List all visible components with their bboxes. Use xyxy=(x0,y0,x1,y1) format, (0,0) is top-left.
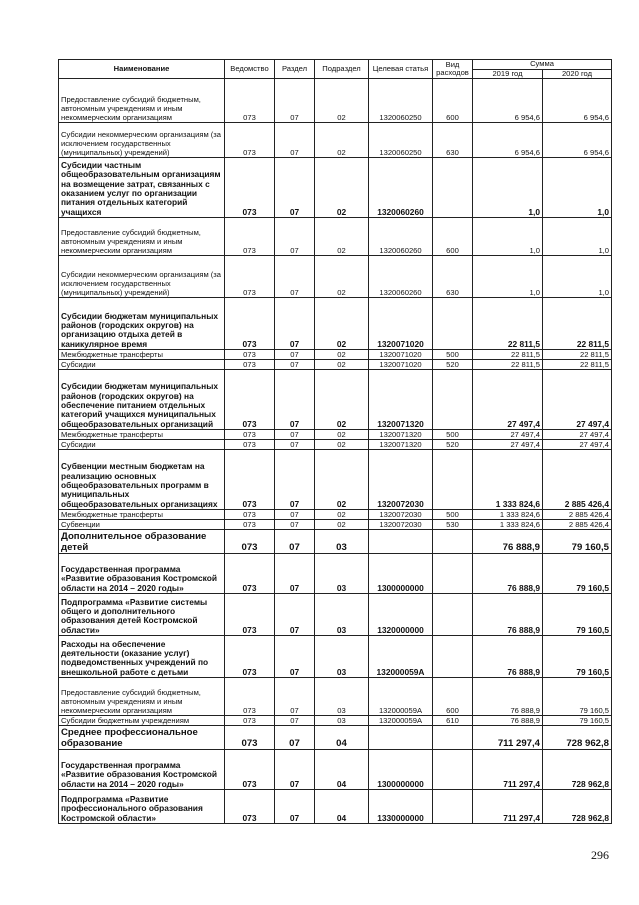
page-number: 296 xyxy=(591,848,609,862)
table-row xyxy=(59,158,612,218)
row-sum-2019: 27 497,4 xyxy=(473,370,543,430)
row-sum-2019: 76 888,9 xyxy=(473,530,543,554)
table-row xyxy=(59,360,612,370)
row-section: 07 xyxy=(275,123,315,158)
row-subsection: 03 xyxy=(315,678,369,716)
table-row xyxy=(59,520,612,530)
row-subsection: 03 xyxy=(315,530,369,554)
row-section: 07 xyxy=(275,218,315,256)
row-target: 132000059А xyxy=(369,678,433,716)
row-dept: 073 xyxy=(225,520,275,530)
row-section: 07 xyxy=(275,350,315,360)
row-sum-2020: 79 160,5 xyxy=(543,594,612,636)
row-type xyxy=(433,594,473,636)
row-target: 1320072030 xyxy=(369,520,433,530)
table-row xyxy=(59,123,612,158)
row-type: 520 xyxy=(433,360,473,370)
row-dept: 073 xyxy=(225,123,275,158)
row-sum-2019: 76 888,9 xyxy=(473,554,543,594)
row-target: 1320072030 xyxy=(369,450,433,510)
header-target: Целевая статья xyxy=(369,60,433,79)
row-name: Межбюджетные трансферты xyxy=(59,510,225,520)
row-section: 07 xyxy=(275,440,315,450)
row-dept: 073 xyxy=(225,450,275,510)
row-name: Субсидии некоммерческим организациям (за исключением государственных (муниципальных) учреждений) xyxy=(59,256,225,298)
row-sum-2020: 1,0 xyxy=(543,218,612,256)
row-sum-2020: 27 497,4 xyxy=(543,440,612,450)
row-sum-2019: 27 497,4 xyxy=(473,440,543,450)
row-sum-2019: 1,0 xyxy=(473,158,543,218)
row-target: 1320060260 xyxy=(369,218,433,256)
row-subsection: 04 xyxy=(315,750,369,790)
row-name: Субвенции xyxy=(59,520,225,530)
table-row xyxy=(59,790,612,824)
row-section: 07 xyxy=(275,716,315,726)
row-dept: 073 xyxy=(225,79,275,123)
table-row xyxy=(59,350,612,360)
row-sum-2020: 22 811,5 xyxy=(543,350,612,360)
row-sum-2019: 76 888,9 xyxy=(473,636,543,678)
table-row xyxy=(59,554,612,594)
row-name: Предоставление субсидий бюджетным, автономным учреждениям и иным некоммерческим организациям xyxy=(59,79,225,123)
row-name: Межбюджетные трансферты xyxy=(59,350,225,360)
row-sum-2019: 711 297,4 xyxy=(473,726,543,750)
header-dept: Ведомство xyxy=(225,60,275,79)
row-section: 07 xyxy=(275,790,315,824)
row-sum-2019: 1 333 824,6 xyxy=(473,510,543,520)
row-dept: 073 xyxy=(225,678,275,716)
row-section: 07 xyxy=(275,256,315,298)
row-name: Среднее профессиональное образование xyxy=(59,726,225,750)
row-target: 1320060250 xyxy=(369,123,433,158)
row-subsection: 03 xyxy=(315,716,369,726)
row-target: 1320071020 xyxy=(369,360,433,370)
row-type: 600 xyxy=(433,218,473,256)
row-sum-2019: 1,0 xyxy=(473,256,543,298)
row-name: Государственная программа «Развитие образования Костромской области на 2014 – 2020 годы» xyxy=(59,554,225,594)
table-row xyxy=(59,440,612,450)
row-name: Государственная программа «Развитие образования Костромской области на 2014 – 2020 годы» xyxy=(59,750,225,790)
row-dept: 073 xyxy=(225,530,275,554)
row-section: 07 xyxy=(275,450,315,510)
row-type: 600 xyxy=(433,79,473,123)
row-subsection: 02 xyxy=(315,510,369,520)
row-name: Расходы на обеспечение деятельности (оказание услуг) подведомственных учреждений по внешкольной работе с детьми xyxy=(59,636,225,678)
row-sum-2019: 76 888,9 xyxy=(473,594,543,636)
row-dept: 073 xyxy=(225,360,275,370)
row-target: 132000059А xyxy=(369,636,433,678)
row-target: 1300000000 xyxy=(369,750,433,790)
table-row xyxy=(59,298,612,350)
row-sum-2019: 22 811,5 xyxy=(473,360,543,370)
row-name: Подпрограмма «Развитие профессионального образования Костромской области» xyxy=(59,790,225,824)
row-target: 132000059А xyxy=(369,716,433,726)
row-subsection: 02 xyxy=(315,298,369,350)
row-subsection: 02 xyxy=(315,370,369,430)
row-target: 1330000000 xyxy=(369,790,433,824)
row-section: 07 xyxy=(275,530,315,554)
row-sum-2019: 711 297,4 xyxy=(473,750,543,790)
row-dept: 073 xyxy=(225,750,275,790)
header-sum: Сумма xyxy=(473,60,612,70)
row-target: 1300000000 xyxy=(369,554,433,594)
row-type: 530 xyxy=(433,520,473,530)
row-target: 1320000000 xyxy=(369,594,433,636)
row-sum-2020: 79 160,5 xyxy=(543,636,612,678)
row-subsection: 02 xyxy=(315,79,369,123)
row-sum-2020: 27 497,4 xyxy=(543,370,612,430)
table-row xyxy=(59,450,612,510)
row-dept: 073 xyxy=(225,430,275,440)
row-dept: 073 xyxy=(225,218,275,256)
row-name: Межбюджетные трансферты xyxy=(59,430,225,440)
row-sum-2020: 2 885 426,4 xyxy=(543,510,612,520)
row-dept: 073 xyxy=(225,594,275,636)
row-dept: 073 xyxy=(225,370,275,430)
row-subsection: 02 xyxy=(315,520,369,530)
row-section: 07 xyxy=(275,750,315,790)
row-section: 07 xyxy=(275,510,315,520)
row-dept: 073 xyxy=(225,256,275,298)
table-row xyxy=(59,79,612,123)
row-sum-2020: 22 811,5 xyxy=(543,298,612,350)
row-section: 07 xyxy=(275,554,315,594)
row-dept: 073 xyxy=(225,636,275,678)
row-section: 07 xyxy=(275,79,315,123)
row-sum-2019: 6 954,6 xyxy=(473,79,543,123)
row-type xyxy=(433,158,473,218)
row-subsection: 02 xyxy=(315,450,369,510)
row-sum-2020: 79 160,5 xyxy=(543,554,612,594)
row-sum-2020: 79 160,5 xyxy=(543,530,612,554)
header-subsection: Подраздел xyxy=(315,60,369,79)
table-row xyxy=(59,594,612,636)
header-2019: 2019 год xyxy=(473,69,543,79)
table-row xyxy=(59,256,612,298)
row-target: 1320071020 xyxy=(369,298,433,350)
row-type xyxy=(433,450,473,510)
row-subsection: 02 xyxy=(315,440,369,450)
row-sum-2019: 1 333 824,6 xyxy=(473,450,543,510)
row-type xyxy=(433,790,473,824)
row-sum-2019: 6 954,6 xyxy=(473,123,543,158)
row-section: 07 xyxy=(275,636,315,678)
row-subsection: 03 xyxy=(315,636,369,678)
row-subsection: 02 xyxy=(315,360,369,370)
row-name: Предоставление субсидий бюджетным, автономным учреждениям и иным некоммерческим организациям xyxy=(59,678,225,716)
table-row xyxy=(59,726,612,750)
row-sum-2019: 27 497,4 xyxy=(473,430,543,440)
row-dept: 073 xyxy=(225,298,275,350)
row-type: 630 xyxy=(433,123,473,158)
row-type: 610 xyxy=(433,716,473,726)
header-type: Вид расходов xyxy=(433,60,473,79)
row-type xyxy=(433,554,473,594)
row-section: 07 xyxy=(275,360,315,370)
row-sum-2020: 2 885 426,4 xyxy=(543,450,612,510)
row-name: Субвенции местным бюджетам на реализацию основных общеобразовательных программ в муниципальных общеобразовательных организациях xyxy=(59,450,225,510)
table-row xyxy=(59,750,612,790)
row-dept: 073 xyxy=(225,158,275,218)
row-section: 07 xyxy=(275,430,315,440)
row-name: Субсидии бюджетам муниципальных районов (городских округов) на организацию отдыха детей в каникулярное время xyxy=(59,298,225,350)
row-target: 1320071320 xyxy=(369,430,433,440)
row-sum-2020: 728 962,8 xyxy=(543,726,612,750)
row-sum-2020: 6 954,6 xyxy=(543,79,612,123)
row-target: 1320060260 xyxy=(369,256,433,298)
row-name: Субсидии бюджетам муниципальных районов (городских округов) на обеспечение питанием отдельных категорий учащихся муниципальных общеобразовательных организаций xyxy=(59,370,225,430)
row-sum-2019: 76 888,9 xyxy=(473,716,543,726)
row-sum-2019: 22 811,5 xyxy=(473,298,543,350)
row-sum-2020: 27 497,4 xyxy=(543,430,612,440)
table-row xyxy=(59,430,612,440)
row-target: 1320060260 xyxy=(369,158,433,218)
row-sum-2019: 1 333 824,6 xyxy=(473,520,543,530)
row-type: 500 xyxy=(433,510,473,520)
row-subsection: 02 xyxy=(315,256,369,298)
row-dept: 073 xyxy=(225,790,275,824)
row-type xyxy=(433,530,473,554)
row-type: 600 xyxy=(433,678,473,716)
row-type: 630 xyxy=(433,256,473,298)
row-target: 1320071020 xyxy=(369,350,433,360)
header-name: Наименование xyxy=(59,60,225,79)
table-row xyxy=(59,370,612,430)
row-name: Субсидии xyxy=(59,440,225,450)
row-name: Субсидии xyxy=(59,360,225,370)
row-name: Субсидии некоммерческим организациям (за исключением государственных (муниципальных) учреждений) xyxy=(59,123,225,158)
row-type xyxy=(433,750,473,790)
row-name: Дополнительное образование детей xyxy=(59,530,225,554)
row-target xyxy=(369,726,433,750)
row-target: 1320072030 xyxy=(369,510,433,520)
header-2020: 2020 год xyxy=(543,69,612,79)
table-row xyxy=(59,678,612,716)
row-subsection: 02 xyxy=(315,430,369,440)
row-section: 07 xyxy=(275,594,315,636)
row-dept: 073 xyxy=(225,350,275,360)
row-sum-2019: 76 888,9 xyxy=(473,678,543,716)
row-type xyxy=(433,370,473,430)
row-dept: 073 xyxy=(225,726,275,750)
row-target xyxy=(369,530,433,554)
table-row xyxy=(59,530,612,554)
row-sum-2019: 711 297,4 xyxy=(473,790,543,824)
row-sum-2020: 2 885 426,4 xyxy=(543,520,612,530)
row-section: 07 xyxy=(275,520,315,530)
row-subsection: 02 xyxy=(315,123,369,158)
table-row xyxy=(59,716,612,726)
row-subsection: 02 xyxy=(315,158,369,218)
row-section: 07 xyxy=(275,298,315,350)
row-dept: 073 xyxy=(225,554,275,594)
table-row xyxy=(59,510,612,520)
row-sum-2020: 79 160,5 xyxy=(543,678,612,716)
table-row xyxy=(59,218,612,256)
table-body xyxy=(59,79,612,824)
row-sum-2020: 1,0 xyxy=(543,158,612,218)
row-section: 07 xyxy=(275,370,315,430)
row-type xyxy=(433,726,473,750)
row-subsection: 03 xyxy=(315,594,369,636)
row-type: 500 xyxy=(433,350,473,360)
row-section: 07 xyxy=(275,678,315,716)
row-dept: 073 xyxy=(225,440,275,450)
row-sum-2020: 1,0 xyxy=(543,256,612,298)
row-name: Субсидии бюджетным учреждениям xyxy=(59,716,225,726)
row-section: 07 xyxy=(275,158,315,218)
row-name: Предоставление субсидий бюджетным, автономным учреждениям и иным некоммерческим организациям xyxy=(59,218,225,256)
row-dept: 073 xyxy=(225,510,275,520)
row-target: 1320071320 xyxy=(369,370,433,430)
header-section: Раздел xyxy=(275,60,315,79)
row-type xyxy=(433,298,473,350)
row-section: 07 xyxy=(275,726,315,750)
row-target: 1320071320 xyxy=(369,440,433,450)
row-subsection: 04 xyxy=(315,790,369,824)
row-subsection: 02 xyxy=(315,350,369,360)
row-name: Субсидии частным общеобразовательным организациям на возмещение затрат, связанных с оказанием услуг по организации питания отдельных категорий учащихся xyxy=(59,158,225,218)
row-subsection: 02 xyxy=(315,218,369,256)
row-target: 1320060250 xyxy=(369,79,433,123)
row-sum-2019: 22 811,5 xyxy=(473,350,543,360)
row-sum-2020: 22 811,5 xyxy=(543,360,612,370)
row-dept: 073 xyxy=(225,716,275,726)
row-name: Подпрограмма «Развитие системы общего и дополнительного образования детей Костромской области» xyxy=(59,594,225,636)
row-type: 520 xyxy=(433,440,473,450)
row-subsection: 03 xyxy=(315,554,369,594)
table-row xyxy=(59,636,612,678)
table-header xyxy=(59,60,612,79)
row-sum-2019: 1,0 xyxy=(473,218,543,256)
row-sum-2020: 728 962,8 xyxy=(543,790,612,824)
row-subsection: 04 xyxy=(315,726,369,750)
row-type xyxy=(433,636,473,678)
row-sum-2020: 728 962,8 xyxy=(543,750,612,790)
row-sum-2020: 79 160,5 xyxy=(543,716,612,726)
budget-table xyxy=(58,59,612,824)
row-type: 500 xyxy=(433,430,473,440)
row-sum-2020: 6 954,6 xyxy=(543,123,612,158)
